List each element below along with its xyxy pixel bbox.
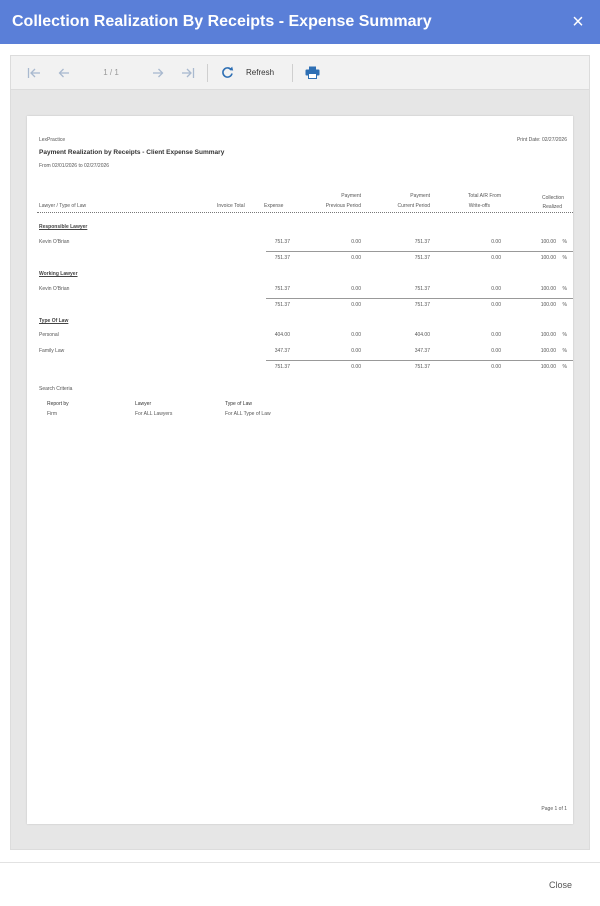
row-name: Personal [39, 332, 59, 338]
arrow-left-icon [58, 67, 70, 79]
row-prev: 0.00 [351, 286, 361, 292]
criteria-header-report-by: Report by [47, 401, 69, 407]
total-pct: % [562, 302, 567, 308]
refresh-button[interactable] [212, 60, 242, 86]
col-expense: Expense [264, 203, 284, 209]
print-button[interactable] [297, 60, 327, 86]
total-curr: 751.37 [414, 255, 430, 261]
total-ar: 0.00 [491, 255, 501, 261]
header-divider [37, 212, 573, 213]
toolbar-separator [292, 64, 293, 82]
row-curr: 751.37 [414, 286, 430, 292]
page-footer: Page 1 of 1 [541, 806, 567, 812]
col-ar-writeoff-1: Total A/R From [467, 193, 501, 199]
report-date-range: From 02/01/2026 to 02/27/2026 [39, 163, 110, 169]
row-prev: 0.00 [351, 348, 361, 354]
criteria-value-type-of-law: For ALL Type of Law [225, 411, 271, 417]
print-date: Print Date: 02/27/2026 [516, 137, 567, 143]
row-ar: 0.00 [491, 239, 501, 245]
total-prev: 0.00 [351, 302, 361, 308]
row-realized: 100.00 [540, 348, 556, 354]
criteria-header-type-of-law: Type of Law [225, 401, 252, 407]
total-ar: 0.00 [491, 302, 501, 308]
col-payment-prev-1: Payment [341, 193, 361, 199]
next-page-button[interactable] [143, 60, 173, 86]
page-indicator: 1 / 1 [103, 68, 119, 77]
close-icon[interactable]: × [572, 11, 584, 33]
row-name: Family Law [39, 348, 65, 354]
dialog-titlebar [0, 0, 600, 44]
row-prev: 0.00 [351, 332, 361, 338]
col-payment-curr-2: Current Period [397, 203, 430, 209]
row-realized: 100.00 [540, 239, 556, 245]
col-collection-2: Realized [542, 204, 562, 210]
section-heading: Type Of Law [39, 318, 69, 324]
row-curr: 751.37 [414, 239, 430, 245]
row-expense: 347.37 [274, 348, 290, 354]
row-realized: 100.00 [540, 332, 556, 338]
col-ar-writeoff-2: Write-offs [468, 203, 490, 209]
dialog-footer [0, 862, 600, 906]
total-prev: 0.00 [351, 255, 361, 261]
row-pct: % [562, 239, 567, 245]
close-button[interactable]: Close [548, 880, 572, 890]
arrow-right-icon [152, 67, 164, 79]
section-heading: Responsible Lawyer [39, 224, 88, 230]
row-curr: 347.37 [414, 348, 430, 354]
first-page-button[interactable] [19, 60, 49, 86]
total-divider [266, 360, 573, 361]
last-page-icon [181, 67, 195, 79]
criteria-value-report-by: Firm [47, 411, 57, 417]
section-heading: Working Lawyer [39, 271, 78, 277]
criteria-header-lawyer: Lawyer [135, 401, 152, 407]
col-collection-1: Collection [542, 195, 564, 201]
previous-page-button[interactable] [49, 60, 79, 86]
criteria-value-lawyer: For ALL Lawyers [135, 411, 173, 417]
row-expense: 751.37 [274, 286, 290, 292]
col-invoice-total: Invoice Total [217, 203, 245, 209]
row-ar: 0.00 [491, 332, 501, 338]
report-title: Payment Realization by Receipts - Client Expense Summary [39, 149, 225, 156]
search-criteria-heading: Search Criteria [39, 386, 73, 392]
row-ar: 0.00 [491, 348, 501, 354]
row-name: Kevin O'Brian [39, 239, 70, 245]
total-expense: 751.37 [274, 255, 290, 261]
total-realized: 100.00 [540, 302, 556, 308]
row-realized: 100.00 [540, 286, 556, 292]
row-expense: 751.37 [274, 239, 290, 245]
total-realized: 100.00 [540, 364, 556, 370]
refresh-label[interactable]: Refresh [246, 68, 275, 77]
last-page-button[interactable] [173, 60, 203, 86]
col-payment-curr-1: Payment [410, 193, 430, 199]
total-pct: % [562, 255, 567, 261]
row-pct: % [562, 286, 567, 292]
total-pct: % [562, 364, 567, 370]
row-pct: % [562, 348, 567, 354]
row-ar: 0.00 [491, 286, 501, 292]
total-ar: 0.00 [491, 364, 501, 370]
col-payment-prev-2: Previous Period [325, 203, 361, 209]
row-curr: 404.00 [414, 332, 430, 338]
row-expense: 404.00 [274, 332, 290, 338]
refresh-icon [221, 66, 234, 79]
total-expense: 751.37 [274, 302, 290, 308]
total-expense: 751.37 [274, 364, 290, 370]
total-curr: 751.37 [414, 364, 430, 370]
first-page-icon [27, 67, 41, 79]
firm-name: LexPractice [39, 137, 66, 143]
total-realized: 100.00 [540, 255, 556, 261]
report-viewer [10, 55, 590, 850]
total-curr: 751.37 [414, 302, 430, 308]
row-pct: % [562, 332, 567, 338]
row-name: Kevin O'Brian [39, 286, 70, 292]
col-lawyer: Lawyer / Type of Law [39, 203, 87, 209]
total-divider [266, 251, 573, 252]
toolbar-separator [207, 64, 208, 82]
report-page [27, 116, 573, 824]
viewer-toolbar [11, 56, 589, 90]
dialog-title: Collection Realization By Receipts - Expense Summary [12, 13, 432, 30]
total-prev: 0.00 [351, 364, 361, 370]
printer-icon [305, 66, 320, 79]
total-divider [266, 298, 573, 299]
row-prev: 0.00 [351, 239, 361, 245]
